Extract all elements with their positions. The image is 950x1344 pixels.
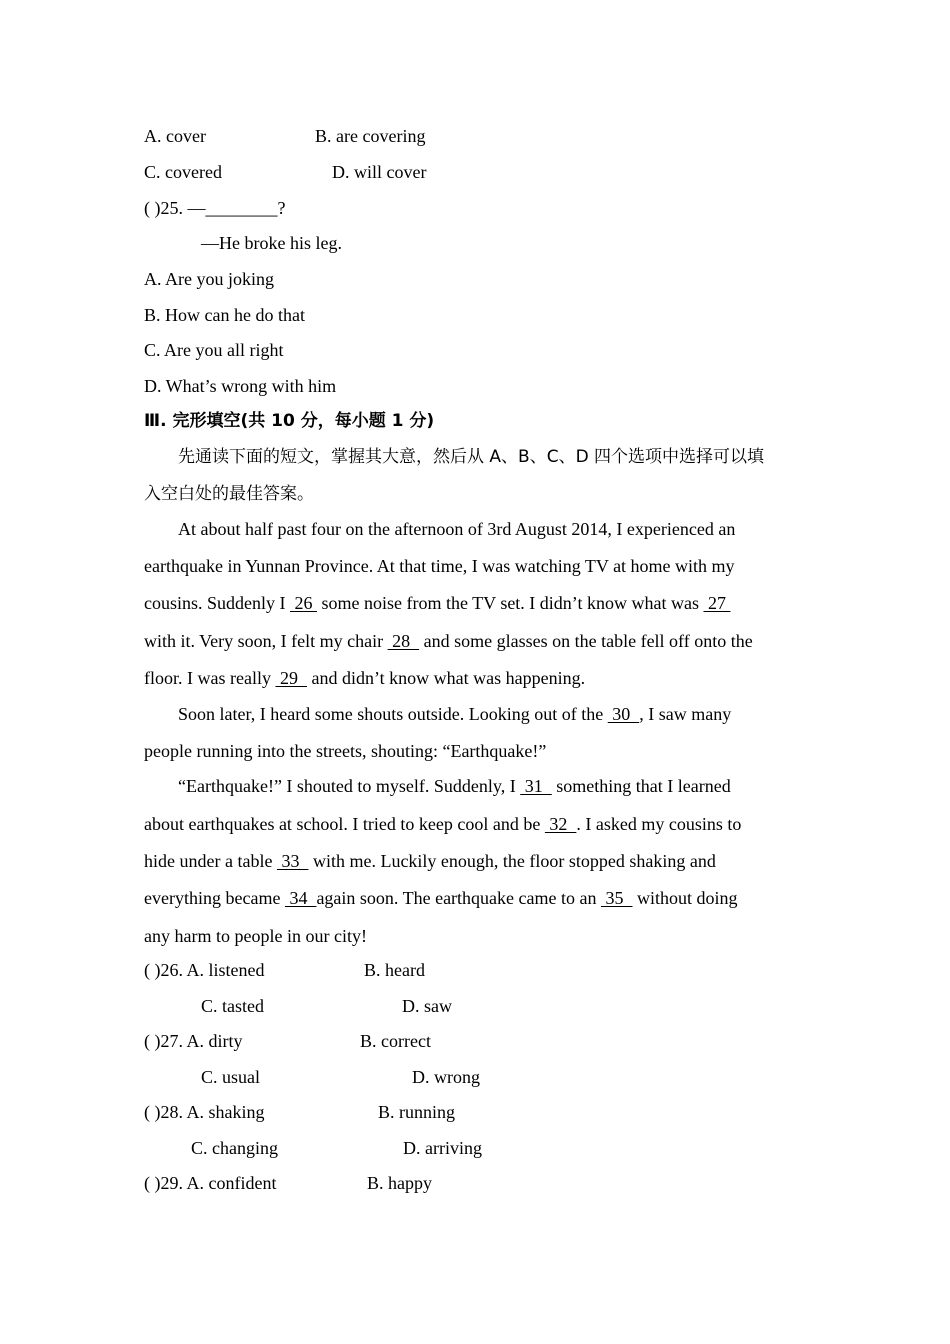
passage-p1-line2: earthquake in Yunnan Province. At that time, I was watching TV at home with my (144, 556, 735, 576)
passage-text: and some glasses on the table fell off onto the (419, 631, 753, 651)
blank-32: 32 (544, 814, 577, 834)
q26-option-b: B. heard (364, 960, 425, 980)
passage-text: hide under a table (144, 851, 277, 871)
passage-p3-line2 (144, 813, 741, 835)
q25-option-a: A. Are you joking (144, 269, 274, 289)
passage-p2-line2: people running into the streets, shouting: “Earthquake!” (144, 741, 547, 761)
section-heading: Ⅲ. 完形填空(共 10 分，每小题 1 分) (144, 411, 435, 431)
passage-text: and didn’t know what was happening. (306, 668, 586, 688)
passage-text: again soon. The earthquake came to an (316, 888, 601, 908)
q27-stem: ( )27. A. dirty (144, 1031, 243, 1051)
passage-text: about earthquakes at school. I tried to keep cool and be (144, 814, 545, 834)
instruction-line-1: 先通读下面的短文，掌握其大意，然后从 A、B、C、D 四个选项中选择可以填 (178, 447, 765, 467)
blank-26: 26 (290, 593, 317, 613)
passage-p3-line3 (144, 850, 716, 872)
passage-text: , I saw many (639, 704, 732, 724)
q27-option-d: D. wrong (412, 1067, 480, 1087)
blank-28: 28 (387, 631, 420, 651)
q25-option-d: D. What’s wrong with him (144, 376, 337, 396)
passage-text: Soon later, I heard some shouts outside. Looking out of the (178, 704, 608, 724)
q29-stem: ( )29. A. confident (144, 1173, 277, 1193)
q26-stem: ( )26. A. listened (144, 960, 265, 980)
q25-stem: ( )25. —________? (144, 198, 286, 218)
blank-30: 30 (607, 704, 640, 724)
passage-text: with it. Very soon, I felt my chair (144, 631, 388, 651)
passage-p1-line1: At about half past four on the afternoon of 3rd August 2014, I experienced an (178, 519, 736, 539)
q26-option-d: D. saw (402, 996, 452, 1016)
passage-text: “Earthquake!” I shouted to myself. Suddenly, I (178, 776, 521, 796)
blank-27: 27 (703, 593, 731, 613)
q24-option-c: C. covered (144, 162, 222, 182)
blank-33: 33 (276, 851, 309, 871)
q27-option-c: C. usual (201, 1067, 261, 1087)
blank-29: 29 (275, 668, 307, 688)
q28-stem: ( )28. A. shaking (144, 1102, 265, 1122)
blank-31: 31 (520, 776, 552, 796)
passage-p1-line5 (144, 667, 585, 689)
q28-option-d: D. arriving (403, 1138, 482, 1158)
passage-text: without doing (632, 888, 738, 908)
q28-option-c: C. changing (191, 1138, 278, 1158)
passage-text: . I asked my cousins to (576, 814, 742, 834)
passage-p3-line5: any harm to people in our city! (144, 926, 367, 946)
passage-text: some noise from the TV set. I didn’t know what was (317, 593, 704, 613)
q28-option-b: B. running (378, 1102, 456, 1122)
blank-35: 35 (601, 888, 633, 908)
passage-text: everything became (144, 888, 285, 908)
passage-text: cousins. Suddenly I (144, 593, 290, 613)
q24-option-d: D. will cover (332, 162, 427, 182)
instruction-line-2: 入空白处的最佳答案。 (144, 484, 314, 504)
passage-p2-line1 (178, 703, 731, 725)
q29-option-b: B. happy (367, 1173, 432, 1193)
passage-p3-line1 (178, 775, 731, 797)
passage-text: with me. Luckily enough, the floor stopped shaking and (308, 851, 716, 871)
q26-option-c: C. tasted (201, 996, 264, 1016)
passage-p1-line4 (144, 630, 753, 652)
q25-option-b: B. How can he do that (144, 305, 305, 325)
passage-text: something that I learned (551, 776, 731, 796)
passage-p1-line3 (144, 592, 730, 614)
passage-p3-line4 (144, 887, 738, 909)
blank-34: 34 (284, 888, 317, 908)
passage-text: floor. I was really (144, 668, 276, 688)
q27-option-b: B. correct (360, 1031, 431, 1051)
q24-option-b: B. are covering (315, 126, 426, 146)
q25-option-c: C. Are you all right (144, 340, 284, 360)
q24-option-a: A. cover (144, 126, 206, 146)
q25-answer: —He broke his leg. (201, 233, 342, 253)
